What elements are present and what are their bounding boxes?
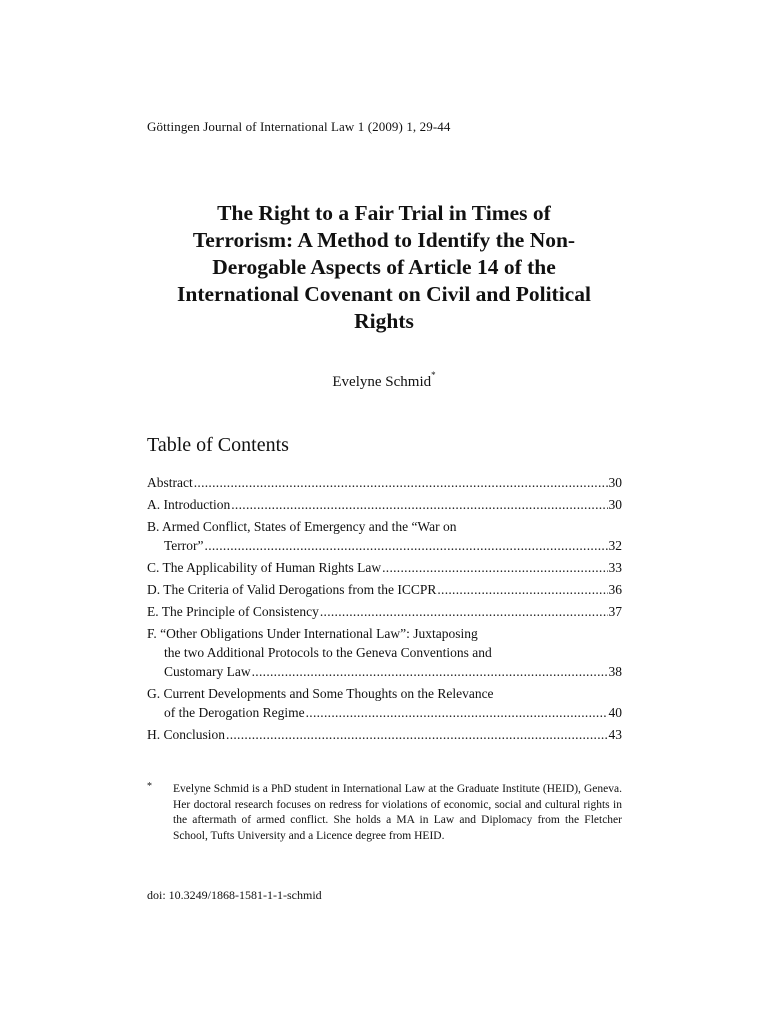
- toc-entry-row: [147, 473, 622, 492]
- footnote-text: Evelyne Schmid is a PhD student in International Law at the Graduate Institute (HEID), Geneva. Her doctoral research focuses on redress for violations of economic, social and cultural rights in the aftermath of armed conflict. She holds a MA in Law and Diplomacy from the Fletcher School, Tufts University and a Licence degree from HEID.: [173, 783, 622, 842]
- toc-entry[interactable]: [147, 624, 622, 681]
- toc-entry-title: E. The Principle of Consistency: [147, 604, 319, 619]
- toc-entry-title-line: G. Current Developments and Some Thoughts on the Relevance: [147, 686, 494, 701]
- toc-entry-row: [147, 703, 622, 722]
- toc-entry[interactable]: [147, 495, 622, 514]
- toc-entry-row: [147, 558, 622, 577]
- title-line: Terrorism: A Method to Identify the Non-: [192, 228, 576, 252]
- toc-entry-title: Customary Law: [164, 664, 251, 679]
- footnote-marker: *: [147, 781, 152, 792]
- author-byline: [0, 372, 768, 391]
- toc-entry-title: D. The Criteria of Valid Derogations from the ICCPR: [147, 582, 437, 597]
- toc-page-number: 33: [608, 560, 622, 575]
- toc-entry-title: H. Conclusion: [147, 727, 226, 742]
- title-line: International Covenant on Civil and Political: [177, 282, 591, 306]
- toc-entry[interactable]: [147, 558, 622, 577]
- toc-page-number: 32: [608, 538, 622, 553]
- toc-leader-dots: [320, 602, 608, 621]
- author-footnote: [147, 782, 622, 844]
- toc-leader-dots: [437, 580, 607, 599]
- toc-page-number: 43: [608, 727, 622, 742]
- toc-leader-dots: [231, 495, 607, 514]
- toc-entry-title-line: F. “Other Obligations Under International Law”: Juxtaposing: [147, 626, 478, 641]
- toc-entry-row: [147, 662, 622, 681]
- author-footnote-mark[interactable]: *: [431, 370, 436, 380]
- toc-leader-dots: [194, 473, 608, 492]
- toc-heading: Table of Contents: [147, 434, 289, 456]
- toc-entry-row: [147, 725, 622, 744]
- toc-leader-dots: [306, 703, 608, 722]
- toc-entry-row: [147, 495, 622, 514]
- toc-page-number: 30: [608, 475, 622, 490]
- toc-page-number: 40: [608, 705, 622, 720]
- title-line: The Right to a Fair Trial in Times of: [217, 201, 551, 225]
- toc-entry[interactable]: [147, 725, 622, 744]
- toc-entry-title: C. The Applicability of Human Rights Law: [147, 560, 382, 575]
- toc-page-number: 38: [608, 664, 622, 679]
- table-of-contents: [147, 473, 622, 747]
- title-line: Derogable Aspects of Article 14 of the: [212, 255, 556, 279]
- toc-entry-row: [147, 580, 622, 599]
- toc-leader-dots: [252, 662, 608, 681]
- toc-entry-title-line: B. Armed Conflict, States of Emergency and the “War on: [147, 519, 457, 534]
- toc-entry-title: A. Introduction: [147, 497, 231, 512]
- toc-entry[interactable]: [147, 580, 622, 599]
- toc-page-number: 37: [608, 604, 622, 619]
- toc-page-number: 36: [608, 582, 622, 597]
- toc-leader-dots: [382, 558, 607, 577]
- toc-entry[interactable]: [147, 517, 622, 555]
- title-line: Rights: [354, 309, 414, 333]
- toc-entry[interactable]: [147, 684, 622, 722]
- toc-entry-title-line: the two Additional Protocols to the Geneva Conventions and: [164, 645, 492, 660]
- toc-entry[interactable]: [147, 473, 622, 492]
- toc-entry[interactable]: [147, 602, 622, 621]
- journal-citation-header: Göttingen Journal of International Law 1 (2009) 1, 29-44: [147, 119, 451, 134]
- toc-entry-row: [147, 602, 622, 621]
- toc-entry-row: [147, 536, 622, 555]
- author-name: Evelyne Schmid: [332, 374, 432, 390]
- article-title: [140, 200, 628, 335]
- doi-line: doi: 10.3249/1868-1581-1-1-schmid: [147, 888, 322, 902]
- toc-entry-title: Terror”: [164, 538, 204, 553]
- toc-page-number: 30: [608, 497, 622, 512]
- toc-entry-title: Abstract: [147, 475, 193, 490]
- toc-entry-title: of the Derogation Regime: [164, 705, 305, 720]
- toc-leader-dots: [226, 725, 607, 744]
- toc-leader-dots: [205, 536, 608, 555]
